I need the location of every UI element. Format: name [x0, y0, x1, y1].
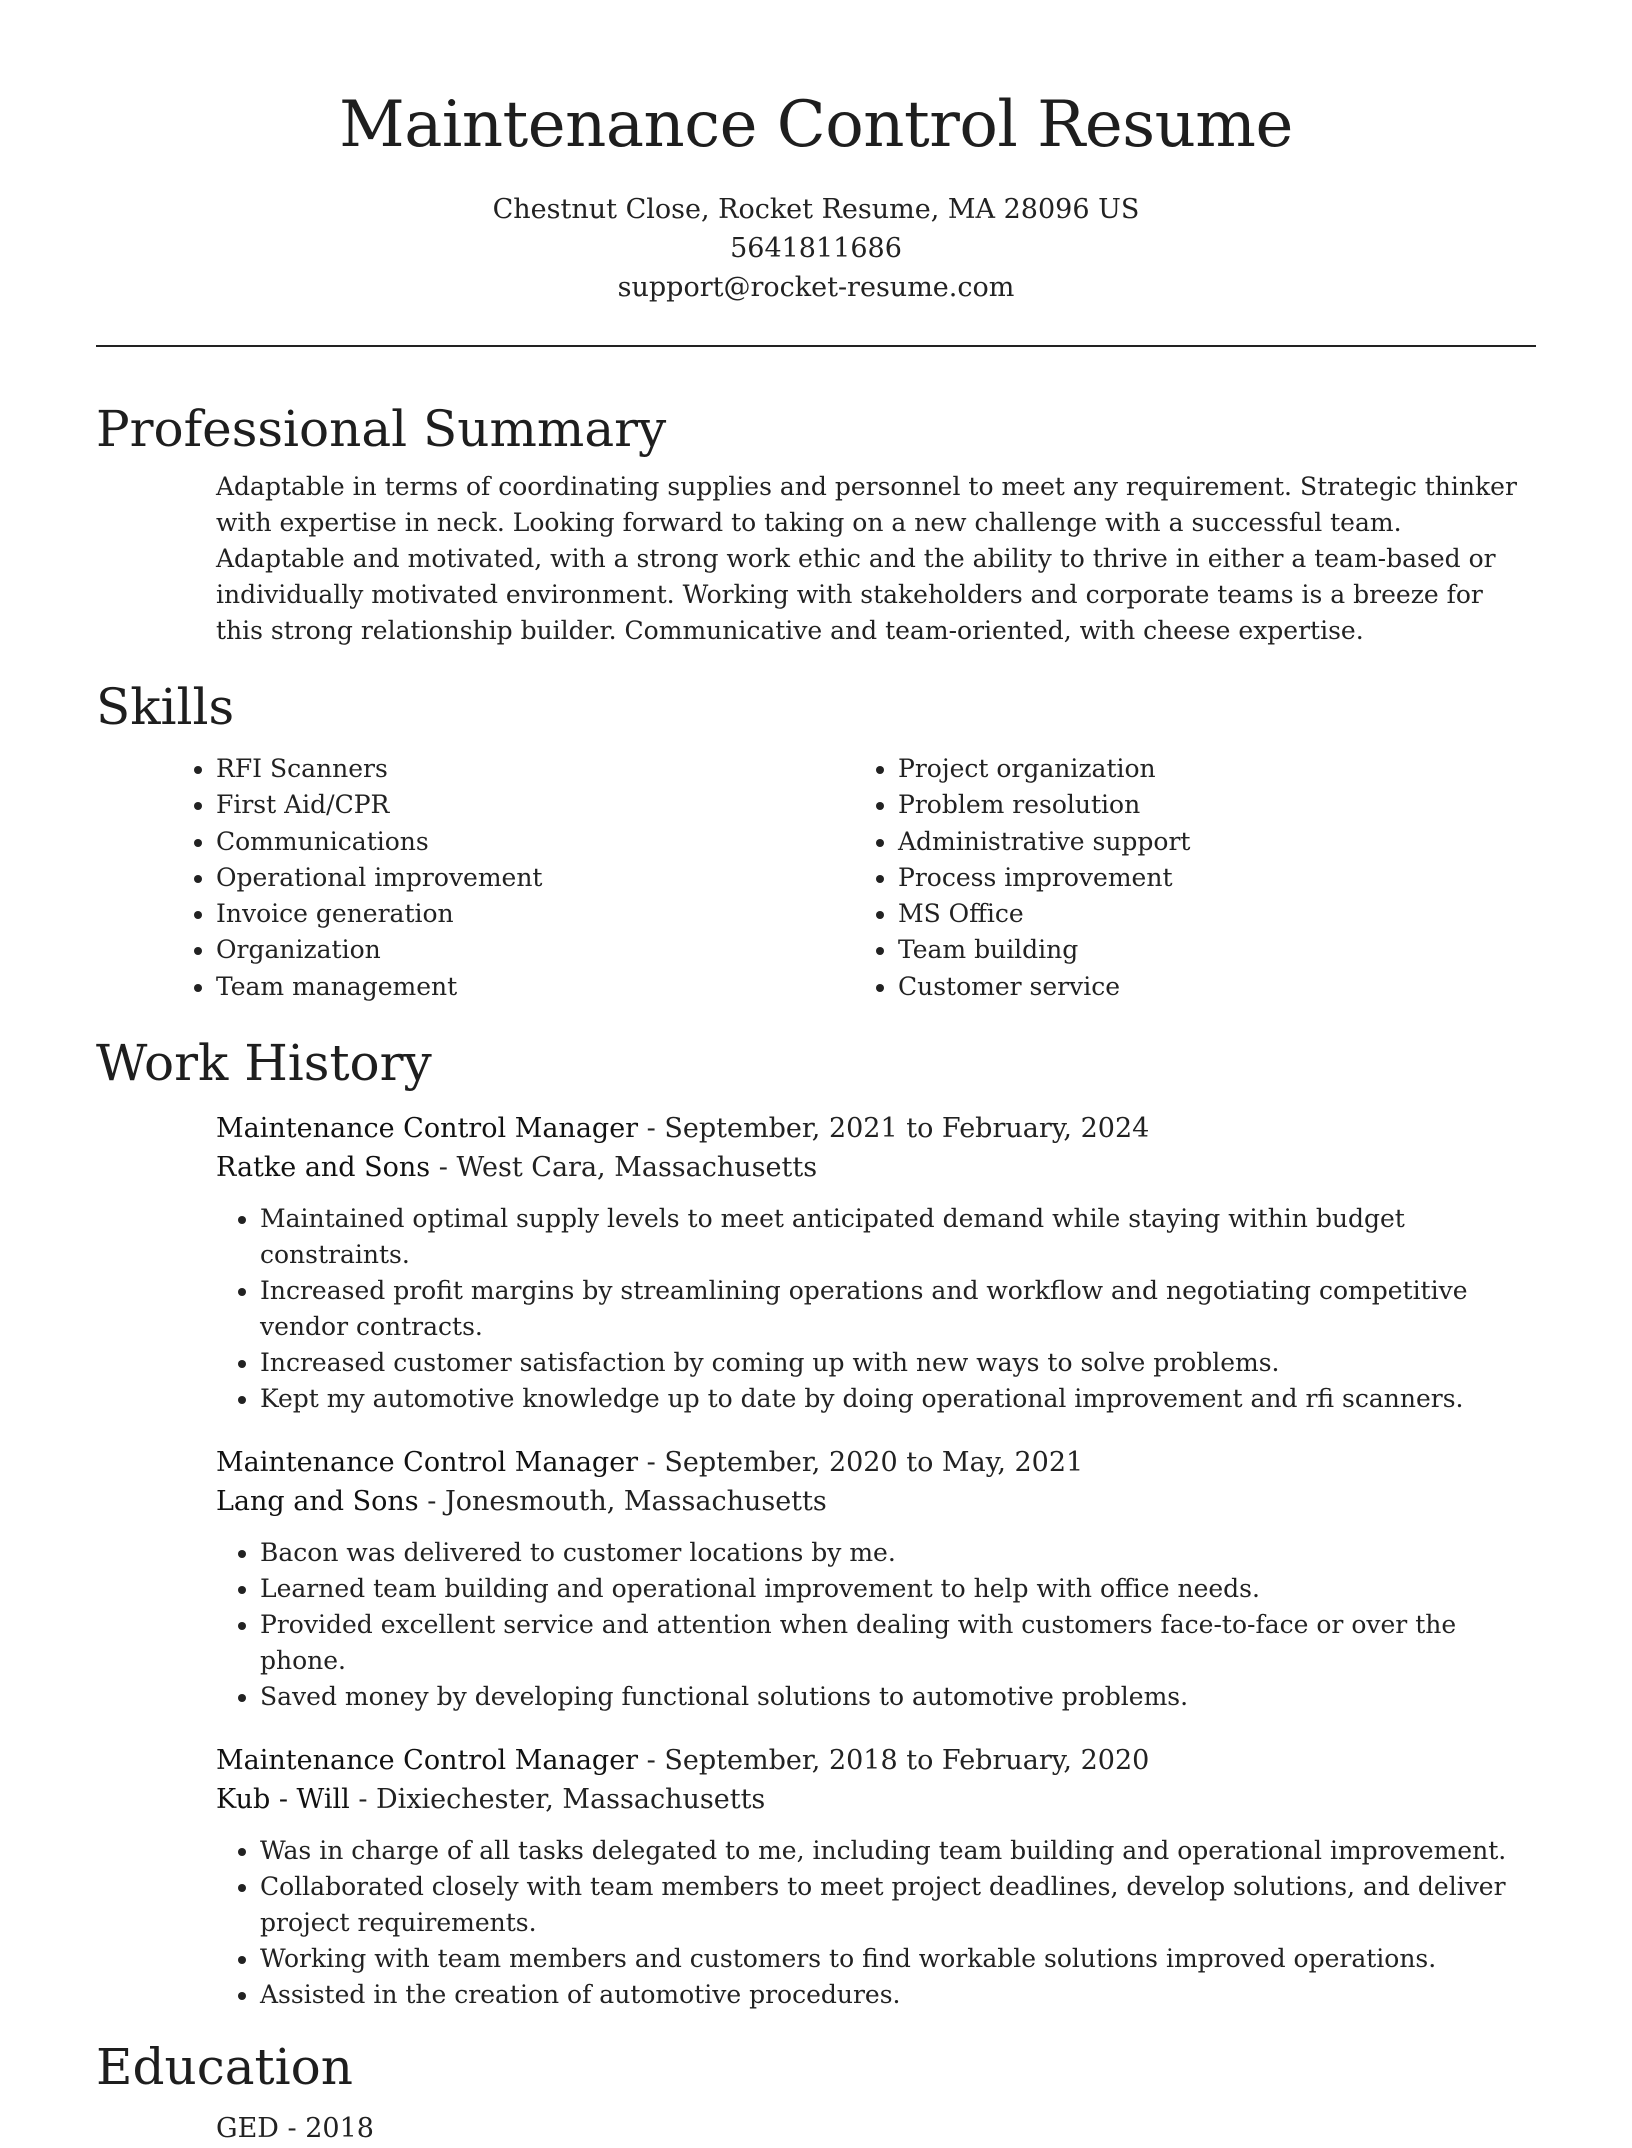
skill-item: • Project organization: [898, 751, 1536, 787]
job-title: Maintenance Control Manager: [216, 1447, 639, 1479]
skill-item: • Customer service: [898, 969, 1536, 1005]
education-entry: GED - 2018: [216, 2113, 374, 2145]
job-location: West Cara, Massachusetts: [456, 1152, 818, 1184]
skill-item: • Invoice generation: [216, 896, 854, 932]
job-bullet: • Saved money by developing functional solutions to automotive problems.: [260, 1679, 1536, 1715]
skills-list-right: [854, 751, 1536, 1005]
job-title: Maintenance Control Manager: [216, 1113, 639, 1145]
job-bullet: • Assisted in the creation of automotive procedures.: [260, 1977, 1536, 2013]
job-bullet: • Provided excellent service and attention when dealing with customers face-to-face or over the phone.: [260, 1607, 1536, 1679]
skills-heading: Skills: [96, 678, 235, 736]
skills-section: [96, 675, 1536, 1005]
email: support@rocket-resume.com: [617, 272, 1015, 303]
summary-text: Adaptable in terms of coordinating supplies and personnel to meet any requirement. Strategic thinker with expertise in neck. Looking forward to taking on a new challenge with a successful team. Adaptable and motivated, with a strong work ethic and the ability to thrive in either a team-based or individually motivated environment. Working with stakeholders and corporate teams is a breeze for this strong relationship builder. Communicative and team-oriented, with cheese expertise.: [216, 472, 1517, 645]
skill-item: • Team building: [898, 932, 1536, 968]
education-heading: Education: [96, 2038, 353, 2097]
job-title-line: Maintenance Control Manager - September, 2018 to February, 2020: [216, 1745, 1150, 1777]
job-bullet: • Bacon was delivered to customer locations by me.: [260, 1535, 1536, 1571]
skill-item: • Administrative support: [898, 824, 1536, 860]
job-bullet: • Kept my automotive knowledge up to date by doing operational improvement and rfi scanners.: [260, 1381, 1536, 1417]
job-bullet: • Was in charge of all tasks delegated to me, including team building and operational improvement.: [260, 1833, 1536, 1869]
job-dates: September, 2020 to May, 2021: [664, 1447, 1084, 1479]
job-title-line: Maintenance Control Manager - September, 2020 to May, 2021: [216, 1447, 1084, 1479]
resume-page: [96, 0, 1536, 2148]
job-company: Kub - Will: [216, 1784, 350, 1816]
job-bullet: • Collaborated closely with team members to meet project deadlines, develop solutions, and deliver project requirements.: [260, 1869, 1536, 1941]
header-divider: [96, 345, 1536, 347]
job-title-line: Maintenance Control Manager - September, 2021 to February, 2024: [216, 1113, 1150, 1145]
job-dates: September, 2021 to February, 2024: [664, 1113, 1150, 1145]
job-entry: [216, 1109, 1536, 1417]
job-bullet: • Learned team building and operational improvement to help with office needs.: [260, 1571, 1536, 1607]
job-location: Jonesmouth, Massachusetts: [444, 1486, 827, 1518]
phone: 5641811686: [730, 233, 902, 264]
job-bullets: [216, 1833, 1536, 2013]
job-bullets: [216, 1535, 1536, 1715]
job-company-line: Ratke and Sons - West Cara, Massachusetts: [216, 1152, 818, 1184]
skill-item: • Process improvement: [898, 860, 1536, 896]
degree-year: 2018: [305, 2113, 374, 2145]
skill-item: • Operational improvement: [216, 860, 854, 896]
resume-title: Maintenance Control Resume: [339, 88, 1293, 162]
job-bullet: • Maintained optimal supply levels to meet anticipated demand while staying within budget constraints.: [260, 1201, 1536, 1273]
job-company: Ratke and Sons: [216, 1152, 431, 1184]
job-bullet: • Increased customer satisfaction by coming up with new ways to solve problems.: [260, 1345, 1536, 1381]
skill-item: • Problem resolution: [898, 787, 1536, 823]
address: Chestnut Close, Rocket Resume, MA 28096 US: [492, 194, 1140, 225]
job-entry: [216, 1741, 1536, 2013]
skill-item: • Organization: [216, 932, 854, 968]
degree: GED: [216, 2113, 279, 2145]
skill-item: • MS Office: [898, 896, 1536, 932]
job-company: Lang and Sons: [216, 1486, 419, 1518]
work-history-section: [96, 1031, 1536, 2013]
skill-item: • Communications: [216, 824, 854, 860]
job-bullet: • Increased profit margins by streamlining operations and workflow and negotiating competitive vendor contracts.: [260, 1273, 1536, 1345]
job-company-line: Kub - Will - Dixiechester, Massachusetts: [216, 1784, 766, 1816]
summary-section: [96, 397, 1536, 649]
job-company-line: Lang and Sons - Jonesmouth, Massachusetts: [216, 1486, 827, 1518]
education-section: [96, 2035, 1536, 2148]
job-location: Dixiechester, Massachusetts: [376, 1784, 766, 1816]
job-bullets: [216, 1201, 1536, 1417]
job-bullet: • Working with team members and customers to find workable solutions improved operations.: [260, 1941, 1536, 1977]
contact-block: [96, 190, 1536, 307]
skill-item: • First Aid/CPR: [216, 787, 854, 823]
skill-item: • Team management: [216, 969, 854, 1005]
job-entry: [216, 1443, 1536, 1715]
job-dates: September, 2018 to February, 2020: [664, 1745, 1150, 1777]
summary-heading: Professional Summary: [96, 400, 667, 458]
job-title: Maintenance Control Manager: [216, 1745, 639, 1777]
work-history-heading: Work History: [96, 1034, 432, 1093]
skill-item: • RFI Scanners: [216, 751, 854, 787]
skills-list-left: [172, 751, 854, 1005]
